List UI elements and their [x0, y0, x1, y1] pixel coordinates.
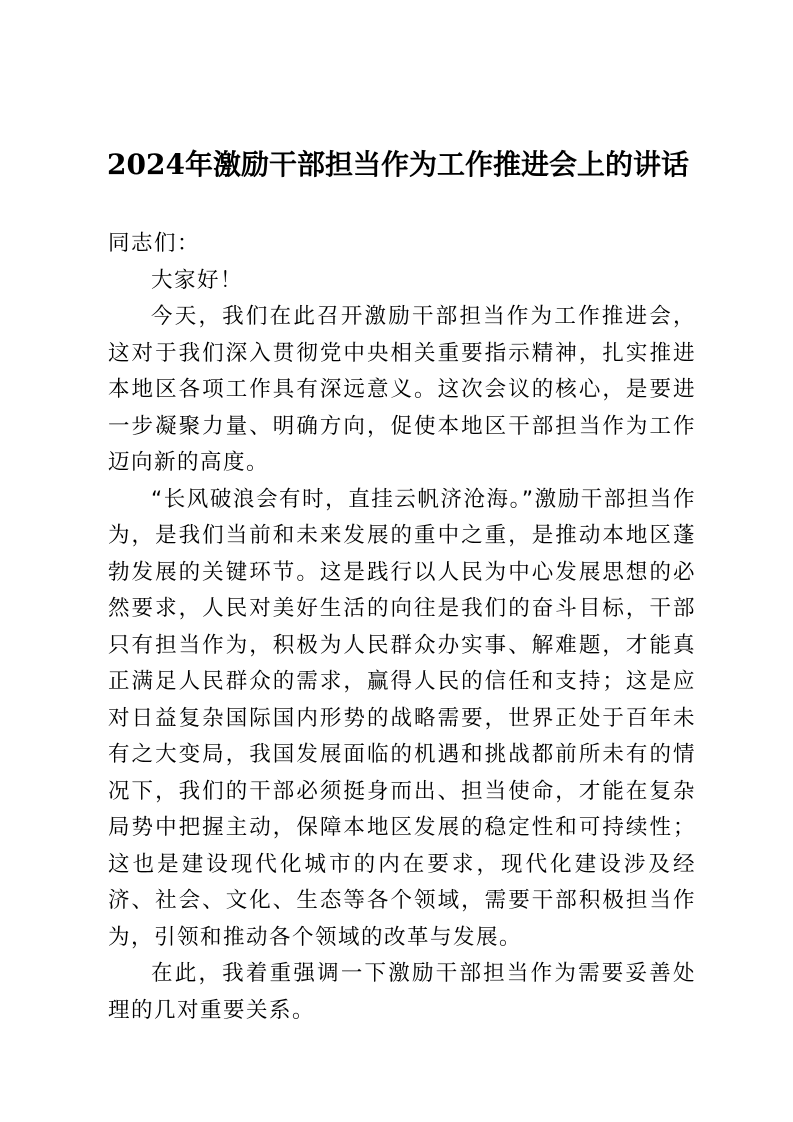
document-title: 2024年激励干部担当作为工作推进会上的讲话	[107, 148, 689, 181]
paragraph-transition: 在此，我着重强调一下激励干部担当作为需要妥善处理的几对重要关系。	[108, 961, 696, 1023]
paragraph-opening: 今天，我们在此召开激励干部担当作为工作推进会，这对于我们深入贯彻党中央相关重要指示精神，扎实推进本地区各项工作具有深远意义。这次会议的核心，是要进一步凝聚力量、明确方向，促使本地区干部担当作为工作迈向新的高度。	[108, 304, 696, 475]
document-body	[108, 226, 696, 1029]
paragraph-significance: “长风破浪会有时，直挂云帆济沧海。”激励干部担当作为，是我们当前和未来发展的重中之重，是推动本地区蓬勃发展的关键环节。这是践行以人民为中心发展思想的必然要求，人民对美好生活的向往是我们的奋斗目标，干部只有担当作为，积极为人民群众办实事、解难题，才能真正满足人民群众的需求，赢得人民的信任和支持；这是应对日益复杂国际国内形势的战略需要，世界正处于百年未有之大变局，我国发展面临的机遇和挑战都前所未有的情况下，我们的干部必须挺身而出、担当使命，才能在复杂局势中把握主动，保障本地区发展的稳定性和可持续性；这也是建设现代化城市的内在要求，现代化建设涉及经济、社会、文化、生态等各个领域，需要干部积极担当作为，引领和推动各个领域的改革与发展。	[108, 486, 696, 950]
salutation: 同志们：	[108, 231, 201, 256]
paragraph-greeting: 大家好！	[151, 267, 244, 293]
